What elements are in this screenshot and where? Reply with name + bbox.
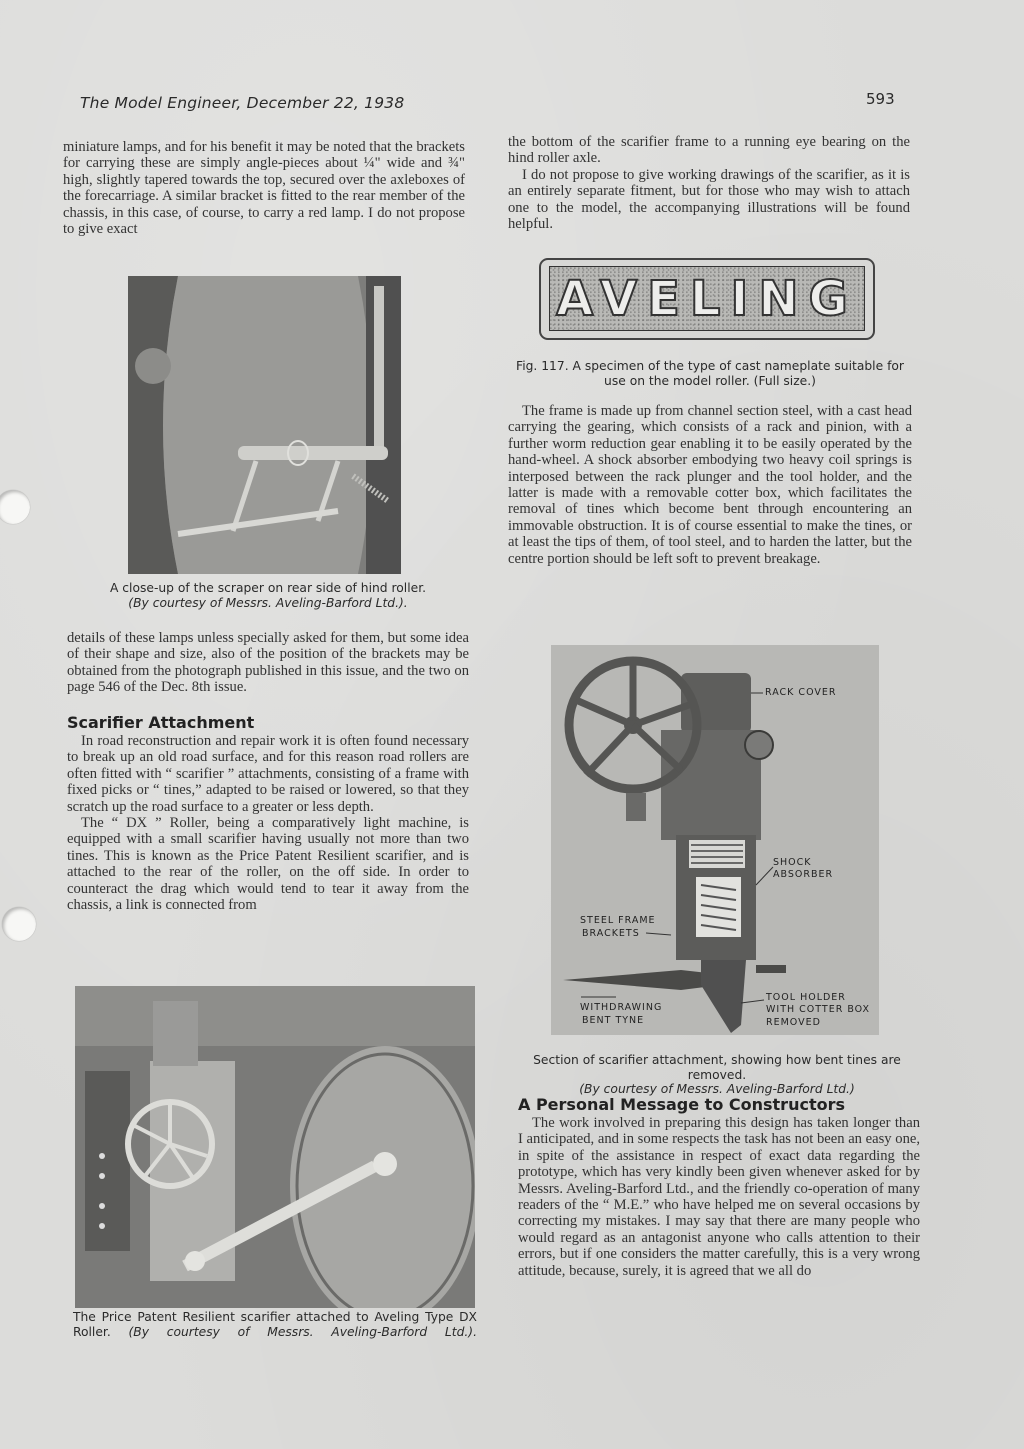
paragraph: the bottom of the scarifier frame to a running eye bearing on the hind roller axle.: [508, 134, 910, 167]
scarifier-section-drawing: [551, 645, 879, 1035]
figure-2-caption: [73, 1310, 477, 1339]
label-shock-absorber-line2: ABSORBER: [773, 869, 834, 880]
caption-credit: (By courtesy of Messrs. Aveling-Barford Ltd.).: [128, 1324, 477, 1339]
left-para-2: [67, 630, 469, 696]
aveling-nameplate: [539, 258, 875, 340]
caption-credit: (By courtesy of Messrs. Aveling-Barford Ltd.): [579, 1082, 855, 1096]
label-steel-frame-line1: STEEL FRAME: [580, 915, 656, 926]
left-para-3: [67, 733, 469, 913]
nameplate-panel: [549, 266, 865, 331]
section-heading-scarifier: Scarifier Attachment: [67, 713, 255, 732]
label-shock-absorber-line1: SHOCK: [773, 857, 812, 868]
label-withdrawing-line1: WITHDRAWING: [580, 1002, 663, 1013]
paragraph: details of these lamps unless specially asked for them, but some idea of their shape and size, also of the position of the brackets may be obtained from the photograph published in this issue, and the two on page 546 of the Dec. 8th issue.: [67, 630, 469, 696]
scraper-photo-illustration: [128, 276, 401, 574]
caption-main: A close-up of the scraper on rear side of hind roller.: [109, 581, 427, 595]
scarifier-roller-photo-illustration: [75, 986, 475, 1308]
right-para-4: [518, 1115, 920, 1279]
photo-scarifier-on-roller: [75, 986, 475, 1308]
paragraph: I do not propose to give working drawings of the scarifier, as it is an entirely separate fitment, but for those who may wish to attach one to the model, the accompanying illustrations will be found helpful.: [508, 166, 910, 233]
label-tool-holder-line1: TOOL HOLDER: [766, 992, 846, 1003]
caption-main: The Price Patent Resilient scarifier attached to Aveling Type DX Roller.: [73, 1310, 477, 1339]
punch-hole-upper: [0, 490, 30, 524]
figure-1-caption: [63, 581, 473, 610]
figure-117-caption: Fig. 117. A specimen of the type of cast nameplate suitable for use on the model roller. (Full size.): [516, 359, 904, 388]
punch-hole-lower: [2, 907, 36, 941]
nameplate-text: AVELING: [556, 270, 858, 327]
label-withdrawing-line2: BENT TYNE: [582, 1015, 645, 1026]
section-drawing-illustration: [551, 645, 879, 1035]
label-steel-frame-line2: BRACKETS: [582, 928, 640, 939]
left-para-1: [63, 139, 465, 237]
paragraph: The work involved in preparing this design has taken longer than I anticipated, and in some respects the task has not been an easy one, in spite of the assistance in respect of exact data regarding the prototype, which has very kindly been given whenever asked for by Messrs. Aveling-Barford Ltd., and the friendly co-operation of many readers of the “ M.E.” who have helped me on several occasions by correcting my mistakes. I may say that there are many people who would regard as an antagonist anyone who calls attention to their errors, but if one considers the matter carefully, this is a very wrong attitude, because, surely, it is agreed that we all do: [518, 1115, 920, 1279]
paragraph: miniature lamps, and for his benefit it may be noted that the brackets for carrying these are simply angle-pieces about ¼" wide and ¾" high, slightly tapered towards the top, secured over the axleboxes of the forecarriage. A similar bracket is fitted to the rear member of the chassis, in this case, of course, to carry a red lamp. I do not propose to give exact: [63, 139, 465, 238]
caption-main: Section of scarifier attachment, showing how bent tines are removed.: [533, 1053, 901, 1082]
figure-3-caption: [512, 1053, 922, 1097]
right-para-1-2: [508, 134, 910, 232]
right-para-3: [508, 403, 912, 567]
label-tool-holder-line2: WITH COTTER BOX: [766, 1004, 871, 1015]
running-head: The Model Engineer, December 22, 1938: [80, 94, 405, 112]
paragraph: In road reconstruction and repair work it is often found necessary to break up an old road surface, and for this reason road rollers are often fitted with “ scarifier ” attachments, consisting of a frame with fixed picks or “ tines,” adapted to be raised or lowered, so that they scratch up the road surface to a greater or less depth.: [67, 733, 469, 815]
page-number: 593: [866, 90, 895, 108]
label-tool-holder-line3: REMOVED: [766, 1017, 821, 1028]
label-rack-cover: RACK COVER: [765, 687, 837, 698]
caption-credit: (By courtesy of Messrs. Aveling-Barford Ltd.).: [128, 595, 408, 610]
paragraph: The frame is made up from channel section steel, with a cast head carrying the gearing, which consists of a rack and pinion, with a further worm reduction gear enabling it to be easily operated by the hand-wheel. A shock absorber embodying two heavy coil springs is interposed between the rack plunger and the tool holder, and the latter is made with a removable cotter box, which facilitates the removal of tines which become bent through encountering an immovable obstruction. It is of course essential to make the tines, or at least the tips of them, of tool steel, and to harden the latter, but the centre portion should be left soft to prevent breakage.: [508, 403, 912, 567]
section-heading-personal-message: A Personal Message to Constructors: [518, 1095, 845, 1114]
photo-scraper-closeup: [128, 276, 401, 574]
paragraph: The “ DX ” Roller, being a comparatively light machine, is equipped with a small scarifier having usually not more than two tines. This is known as the Price Patent Resilient scarifier, and is attached to the rear of the roller, on the off side. In order to counteract the drag which would tend to tear it away from the chassis, a link is connected from: [67, 815, 469, 914]
